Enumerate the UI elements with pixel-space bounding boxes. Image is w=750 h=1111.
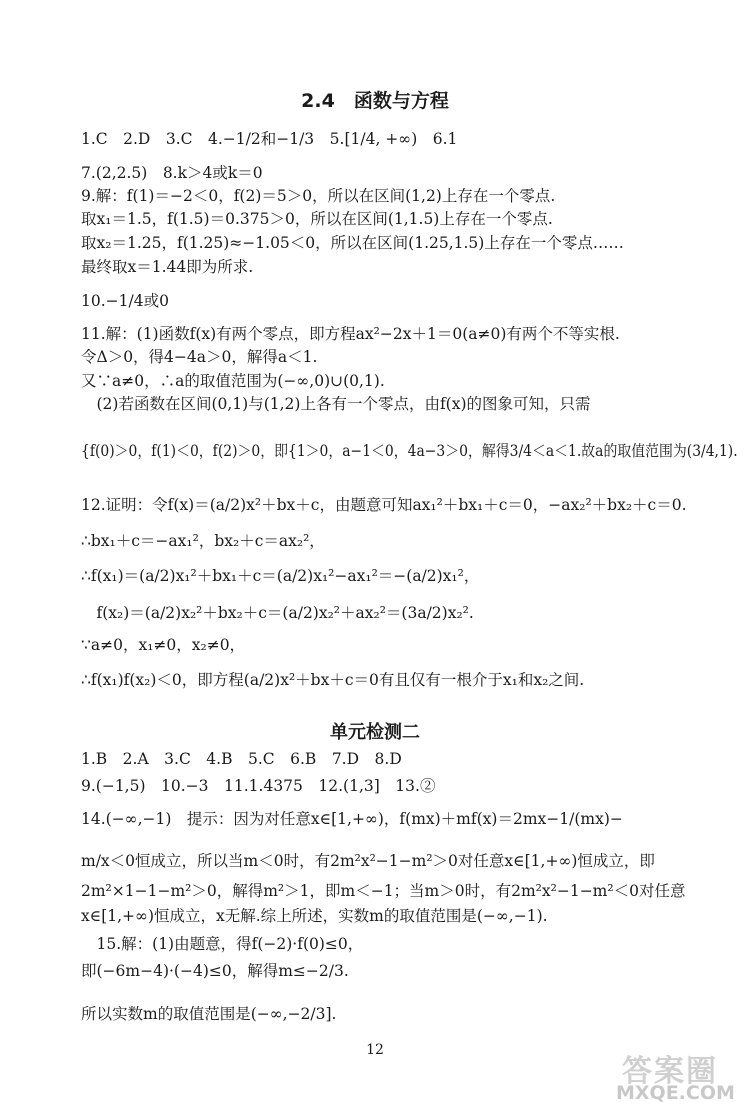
answer-line: {f(0)＞0，f(1)＜0，f(2)＞0，即{1＞0，a−1＜0，4a−3＞0，解得3/4＜a＜1.故a的取值范围为(3/4,1). [81, 442, 738, 460]
answer-line: 7.(2,2.5) 8.k＞4或k＝0 [81, 164, 263, 182]
answer-line: ∴f(x₁)f(x₂)＜0，即方程(a/2)x²＋bx＋c＝0有且仅有一根介于x₁和x₂之间. [81, 671, 585, 689]
answer-line: 令Δ＞0，得4−4a＞0，解得a＜1. [81, 348, 318, 366]
answer-line: 即(−6m−4)·(−4)≤0，解得m≤−2/3. [81, 962, 349, 980]
answer-line: 最终取x＝1.44即为所求. [81, 258, 254, 276]
answer-line: 9.(−1,5) 10.−3 11.1.4375 12.(1,3] 13.② [81, 777, 436, 795]
watermark [612, 1046, 744, 1108]
answer-line: 14.(−∞,−1) 提示：因为对任意x∈[1,+∞)，f(mx)＋mf(x)＝2mx−1/(mx)− [81, 810, 623, 828]
watermark-logo: 答案圈 [622, 1054, 718, 1089]
page-number: 12 [366, 1042, 384, 1058]
answer-line: m/x＜0恒成立，所以当m＜0时，有2m²x²−1−m²＞0对任意x∈[1,+∞)恒成立，即 [81, 852, 655, 870]
unit-title: 单元检测二 [330, 722, 420, 743]
answer-line: (2)若函数在区间(0,1)与(1,2)上各有一个零点，由f(x)的图象可知，只需 [81, 395, 591, 413]
answer-line: 1.C 2.D 3.C 4.−1/2和−1/3 5.[1/4, +∞) 6.1 [81, 130, 458, 148]
answer-line: 12.证明：令f(x)＝(a/2)x²＋bx＋c，由题意可知ax₁²＋bx₁＋c＝0，−ax₂²＋bx₂＋c＝0. [81, 496, 687, 514]
answer-line: ∴f(x₁)＝(a/2)x₁²＋bx₁＋c＝(a/2)x₁²−ax₁²＝−(a/2)x₁²， [81, 567, 480, 585]
answer-line: 11.解：(1)函数f(x)有两个零点，即方程ax²−2x＋1＝0(a≠0)有两个不等实根. [81, 325, 620, 343]
answer-line: f(x₂)＝(a/2)x₂²＋bx₂＋c＝(a/2)x₂²＋ax₂²＝(3a/2)x₂². [81, 604, 474, 622]
answer-line: 2m²×1−1−m²＞0，解得m²＞1，即m＜−1；当m＞0时，有2m²x²−1−m²＜0对任意 [81, 882, 686, 900]
answer-line: 9.解：f(1)＝−2＜0，f(2)＝5＞0，所以在区间(1,2)上存在一个零点. [81, 187, 556, 205]
answer-line: 10.−1/4或0 [81, 292, 169, 310]
answer-line: 取x₂＝1.25，f(1.25)≈−1.05＜0，所以在区间(1.25,1.5)上存在一个零点…… [81, 234, 624, 252]
answer-line: 1.B 2.A 3.C 4.B 5.C 6.B 7.D 8.D [81, 750, 402, 768]
answer-line: 所以实数m的取值范围是(−∞,−2/3]. [81, 1005, 337, 1023]
section-title: 2.4 函数与方程 [301, 90, 449, 112]
answer-line: 15.解：(1)由题意，得f(−2)·f(0)≤0， [81, 935, 364, 953]
answer-line: x∈[1,+∞)恒成立，x无解.综上所述，实数m的取值范围是(−∞,−1). [81, 907, 548, 925]
answer-line: ∵a≠0，x₁≠0，x₂≠0， [81, 636, 246, 654]
answer-line: 取x₁＝1.5，f(1.5)＝0.375＞0，所以在区间(1,1.5)上存在一个零点. [81, 210, 553, 228]
answer-line: 又∵a≠0，∴a的取值范围为(−∞,0)∪(0,1). [81, 372, 385, 390]
answer-line: ∴bx₁＋c＝−ax₁²，bx₂＋c＝ax₂²， [81, 532, 325, 550]
watermark-url: MXQE.COM [616, 1082, 735, 1104]
